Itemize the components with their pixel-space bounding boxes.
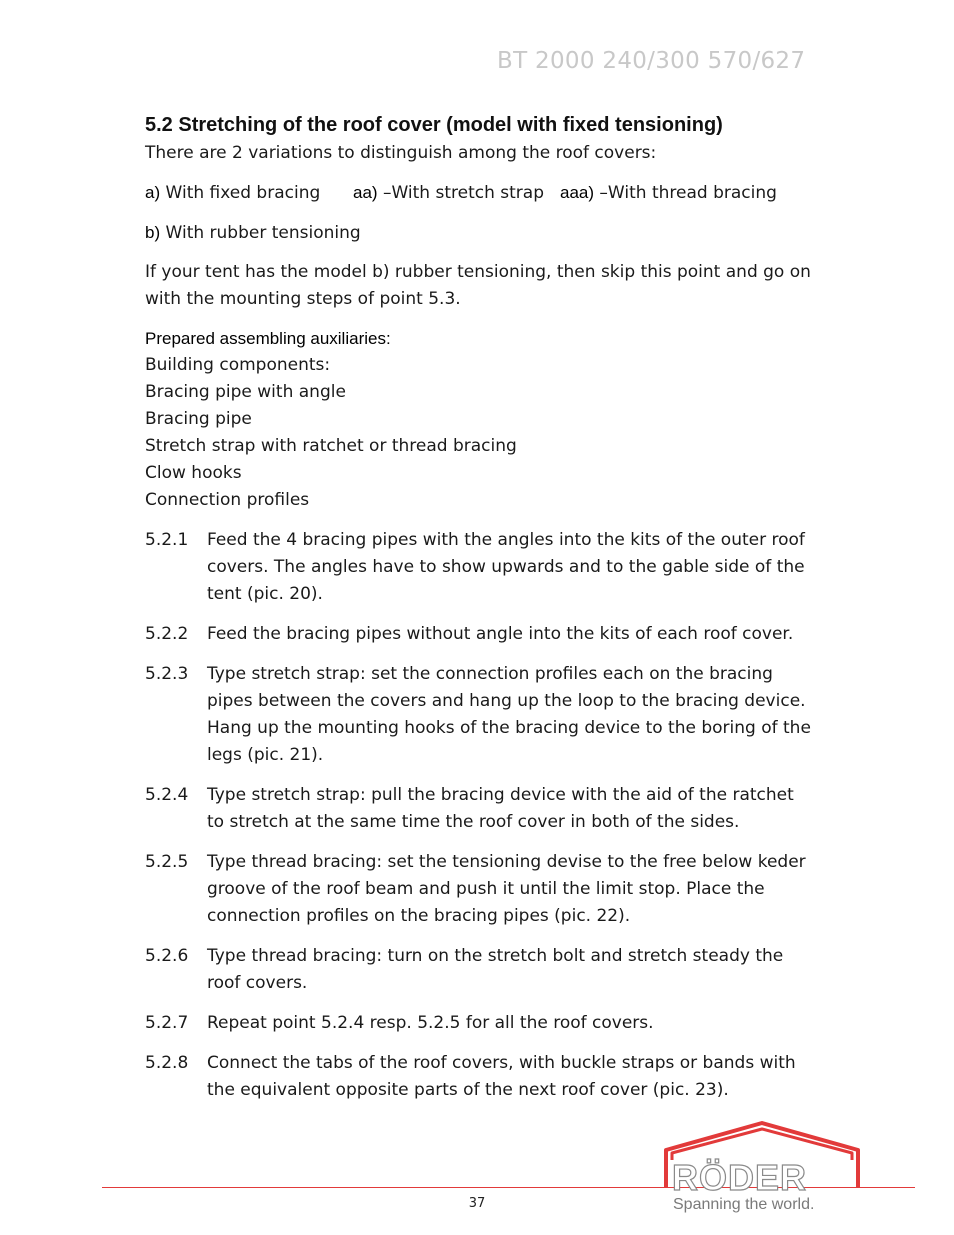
step-text: Feed the bracing pipes without angle into the kits of each roof cover.	[207, 624, 794, 644]
section-heading: 5.2 Stretching of the roof cover (model with fixed tensioning)	[145, 114, 723, 136]
auxiliaries-heading: Prepared assembling auxiliaries:	[145, 329, 391, 348]
variant-aaa	[560, 179, 777, 207]
auxiliaries-list	[145, 352, 815, 514]
step-number: 5.2.2	[145, 624, 189, 644]
variant-aaa-label: aaa)	[560, 183, 595, 202]
step-number: 5.2.4	[145, 785, 189, 805]
step-text: Connect the tabs of the roof covers, with buckle straps or bands with the equivalent opposite parts of the next roof cover (pic. 23).	[207, 1053, 796, 1100]
list-item: Bracing pipe with angle	[145, 382, 346, 402]
variant-aa-label: aa)	[353, 183, 378, 202]
variant-b-text: With rubber tensioning	[160, 223, 361, 243]
skip-note: If your tent has the model b) rubber tensioning, then skip this point and go on with the mounting steps of point 5.3.	[145, 262, 811, 309]
step-item	[145, 1010, 815, 1037]
step-text: Type thread bracing: turn on the stretch bolt and stretch steady the roof covers.	[207, 946, 784, 993]
step-text: Type thread bracing: set the tensioning devise to the free below keder groove of the roof beam and push it until the limit stop. Place the connection profiles on the bracing pipes (pic. 22).	[207, 852, 806, 926]
step-number: 5.2.1	[145, 530, 189, 550]
list-item: Connection profiles	[145, 490, 310, 510]
step-item	[145, 621, 815, 648]
step-item	[145, 527, 815, 608]
logo-slogan: Spanning the world.	[673, 1196, 815, 1213]
step-text: Repeat point 5.2.4 resp. 5.2.5 for all the roof covers.	[207, 1013, 654, 1033]
variant-a-label: a)	[145, 183, 161, 202]
step-item	[145, 661, 815, 769]
step-item	[145, 1050, 815, 1104]
variant-list	[145, 179, 815, 207]
variant-aaa-text: –With thread bracing	[594, 183, 777, 203]
roder-logo	[662, 1120, 862, 1220]
step-item	[145, 849, 815, 930]
variant-aa	[353, 179, 560, 207]
variant-b	[145, 219, 815, 247]
step-item	[145, 782, 815, 836]
variant-aa-text: –With stretch strap	[377, 183, 544, 203]
step-item	[145, 943, 815, 997]
step-number: 5.2.8	[145, 1053, 189, 1073]
list-item: Clow hooks	[145, 463, 242, 483]
step-text: Type stretch strap: set the connection profiles each on the bracing pipes between the covers and hang up the loop to the bracing device. Hang up the mounting hooks of the bracing device to the boring of the legs (pic. 21).	[207, 664, 811, 765]
intro-text: There are 2 variations to distinguish among the roof covers:	[145, 143, 657, 163]
variant-a	[145, 179, 353, 207]
step-text: Type stretch strap: pull the bracing device with the aid of the ratchet to stretch at the same time the roof cover in both of the sides.	[207, 785, 794, 832]
document-header-title: BT 2000 240/300 570/627	[497, 48, 806, 74]
step-number: 5.2.7	[145, 1013, 189, 1033]
main-content	[145, 110, 815, 1104]
page-number: 37	[468, 1196, 486, 1211]
variant-a-text: With fixed bracing	[160, 183, 321, 203]
list-item: Stretch strap with ratchet or thread bracing	[145, 436, 517, 456]
step-number: 5.2.3	[145, 664, 189, 684]
variant-b-label: b)	[145, 223, 161, 242]
step-number: 5.2.6	[145, 946, 189, 966]
list-item: Bracing pipe	[145, 409, 252, 429]
steps-list	[145, 527, 815, 1104]
list-item: Building components:	[145, 355, 331, 375]
step-number: 5.2.5	[145, 852, 189, 872]
step-text: Feed the 4 bracing pipes with the angles into the kits of the outer roof covers. The angles have to show upwards and to the gable side of the tent (pic. 20).	[207, 530, 805, 604]
logo-wordmark: RÖDER	[672, 1157, 808, 1198]
